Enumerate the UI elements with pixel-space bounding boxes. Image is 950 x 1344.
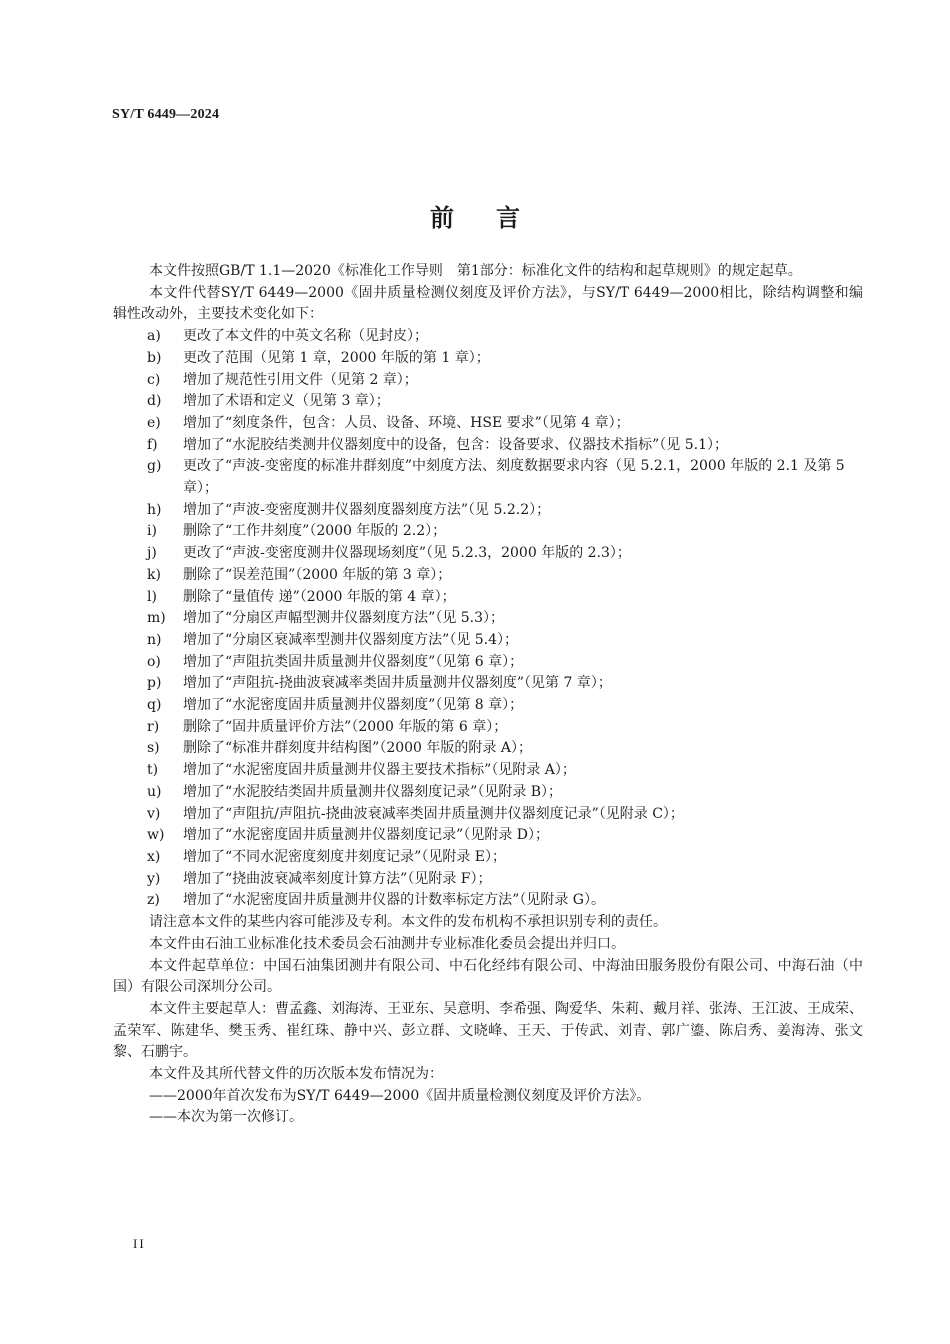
change-item-marker: l) <box>147 588 157 605</box>
change-item-marker: z) <box>147 892 160 909</box>
change-item-text: 增加了“分扇区衰减率型测井仪器刻度方法”（见 5.4）； <box>183 631 519 648</box>
change-item <box>113 326 863 348</box>
change-item <box>113 825 863 847</box>
change-item-text: 增加了“声阻抗类固井质量测井仪器刻度”（见第 6 章）； <box>183 653 524 670</box>
change-item-marker: t) <box>147 762 159 779</box>
change-item <box>113 435 863 457</box>
change-item-text: 更改了“声波-变密度测井仪器现场刻度”（见 5.2.3，2000 年版的 2.3）； <box>183 545 631 562</box>
change-item <box>113 587 863 609</box>
change-item-text: 增加了“分扇区声幅型测井仪器刻度方法”（见 5.3）； <box>183 610 505 627</box>
change-item-text: 增加了“刻度条件，包含：人员、设备、环境、HSE 要求”（见第 4 章）； <box>183 414 630 431</box>
change-item <box>113 630 863 652</box>
change-item <box>113 717 863 739</box>
history-item: ——2000年首次发布为SY/T 6449—2000《固井质量检测仪刻度及评价方法》。 <box>149 1087 651 1104</box>
change-item-marker: j) <box>147 545 157 562</box>
change-item-text: 删除了“量值传 递”（2000 年版的第 4 章）； <box>183 588 456 605</box>
history-item: ——本次为第一次修订。 <box>149 1109 303 1126</box>
change-item <box>113 565 863 587</box>
change-item-marker: m) <box>147 610 166 627</box>
change-item <box>113 738 863 760</box>
change-item-text: 更改了范围（见第 1 章，2000 年版的第 1 章）； <box>183 349 490 366</box>
change-item <box>113 348 863 370</box>
change-item-marker: b) <box>147 349 162 366</box>
change-item-text: 增加了“水泥密度固井质量测井仪器的计数率标定方法”（见附录 G）。 <box>183 892 605 909</box>
change-item-text: 增加了“不同水泥密度刻度井刻度记录”（见附录 E）； <box>183 848 506 865</box>
change-item-text: 删除了“误差范围”（2000 年版的第 3 章）； <box>183 566 452 583</box>
page-number: II <box>133 1236 146 1251</box>
change-item-marker: i) <box>147 523 157 540</box>
change-item-text: 增加了“声阻抗/声阻抗-挠曲波衰减率类固井质量测井仪器刻度记录”（见附录 C）； <box>183 805 684 822</box>
change-item-text: 增加了“挠曲波衰减率刻度计算方法”（见附录 F）； <box>183 870 492 887</box>
change-item <box>113 804 863 826</box>
change-item-marker: s) <box>147 740 160 757</box>
change-item <box>113 695 863 717</box>
change-item-marker: n) <box>147 631 162 648</box>
change-item-marker: w) <box>147 827 165 844</box>
change-item-marker: o) <box>147 653 161 670</box>
change-item <box>113 391 863 413</box>
change-item-text: 删除了“标准井群刻度井结构图”（2000 年版的附录 A）； <box>183 740 532 757</box>
change-item-marker: k) <box>147 566 161 583</box>
change-item <box>113 456 863 499</box>
note-paragraph: 本文件及其所代替文件的历次版本发布情况为： <box>149 1066 443 1083</box>
change-item <box>113 413 863 435</box>
change-item-marker: x) <box>147 848 161 865</box>
change-item <box>113 869 863 891</box>
note-paragraph: 本文件由石油工业标准化技术委员会石油测井专业标准化委员会提出并归口。 <box>149 935 625 952</box>
document-code: SY/T 6449—2024 <box>112 107 220 122</box>
change-item <box>113 760 863 782</box>
change-item-marker: p) <box>147 675 162 692</box>
foreword-body <box>113 261 863 1129</box>
change-item-marker: r) <box>147 718 160 735</box>
change-item <box>113 500 863 522</box>
change-item <box>113 782 863 804</box>
change-item-marker: a) <box>147 328 161 345</box>
change-item <box>113 608 863 630</box>
change-item-text: 增加了规范性引用文件（见第 2 章）； <box>183 371 418 388</box>
change-list <box>113 326 863 912</box>
change-item-text: 更改了“声波-变密度的标准井群刻度”中刻度方法、刻度数据要求内容（见 5.2.1，2000 年版的 2.1 及第 5 章）； <box>183 458 845 497</box>
change-item-marker: f) <box>147 436 158 453</box>
change-item-text: 增加了“声波-变密度测井仪器刻度器刻度方法”（见 5.2.2）； <box>183 501 551 518</box>
change-item-text: 增加了“水泥胶结类固井质量测井仪器刻度记录”（见附录 B）； <box>183 783 563 800</box>
change-item-marker: v) <box>147 805 161 822</box>
change-item-text: 增加了“声阻抗-挠曲波衰减率类固井质量测井仪器刻度”（见第 7 章）； <box>183 675 612 692</box>
change-item <box>113 673 863 695</box>
change-item-marker: q) <box>147 697 162 714</box>
change-item <box>113 847 863 869</box>
change-item-marker: c) <box>147 371 161 388</box>
change-item-text: 删除了“工作井刻度”（2000 年版的 2.2）； <box>183 523 447 540</box>
change-item-text: 增加了术语和定义（见第 3 章）； <box>183 393 390 410</box>
change-item <box>113 521 863 543</box>
change-item-text: 增加了“水泥密度固井质量测井仪器刻度”（见第 8 章）； <box>183 697 524 714</box>
change-item-marker: u) <box>147 783 162 800</box>
change-item-text: 增加了“水泥胶结类测井仪器刻度中的设备，包含：设备要求、仪器技术指标”（见 5.1）； <box>183 436 729 453</box>
change-item-text: 增加了“水泥密度固井质量测井仪器主要技术指标”（见附录 A）； <box>183 762 576 779</box>
change-item <box>113 370 863 392</box>
note-paragraph: 请注意本文件的某些内容可能涉及专利。本文件的发布机构不承担识别专利的责任。 <box>149 914 667 931</box>
change-item-marker: h) <box>147 501 162 518</box>
note-paragraph: 本文件主要起草人：曹孟鑫、刘海涛、王亚东、吴意明、李希强、陶爱华、朱莉、戴月祥、张涛、王江波、王成荣、孟荣军、陈建华、樊玉秀、崔红珠、静中兴、彭立群、文晓峰、王天、于传武、刘青、郭广鎏、陈启秀、姜海涛、张文黎、石鹏宇。 <box>113 1000 863 1061</box>
change-item-text: 删除了“固井质量评价方法”（2000 年版的第 6 章）； <box>183 718 508 735</box>
change-item-marker: y) <box>147 870 161 887</box>
change-item-text: 增加了“水泥密度固井质量测井仪器刻度记录”（见附录 D）； <box>183 827 549 844</box>
note-paragraph: 本文件起草单位：中国石油集团测井有限公司、中石化经纬有限公司、中海油田服务股份有限公司、中海石油（中国）有限公司深圳分公司。 <box>113 957 863 996</box>
change-item-text: 更改了本文件的中英文名称（见封皮）； <box>183 328 428 345</box>
change-item-marker: d) <box>147 393 162 410</box>
page-title: 前言 <box>430 203 562 232</box>
intro-paragraph: 本文件代替SY/T 6449—2000《固井质量检测仪刻度及评价方法》，与SY/T 6449—2000相比，除结构调整和编辑性改动外，主要技术变化如下： <box>113 284 863 323</box>
change-item-marker: e) <box>147 414 161 431</box>
change-item <box>113 890 863 912</box>
intro-paragraph: 本文件按照GB/T 1.1—2020《标准化工作导则 第1部分：标准化文件的结构和起草规则》的规定起草。 <box>149 263 802 279</box>
change-item-marker: g) <box>147 458 162 475</box>
change-item <box>113 652 863 674</box>
change-item <box>113 543 863 565</box>
